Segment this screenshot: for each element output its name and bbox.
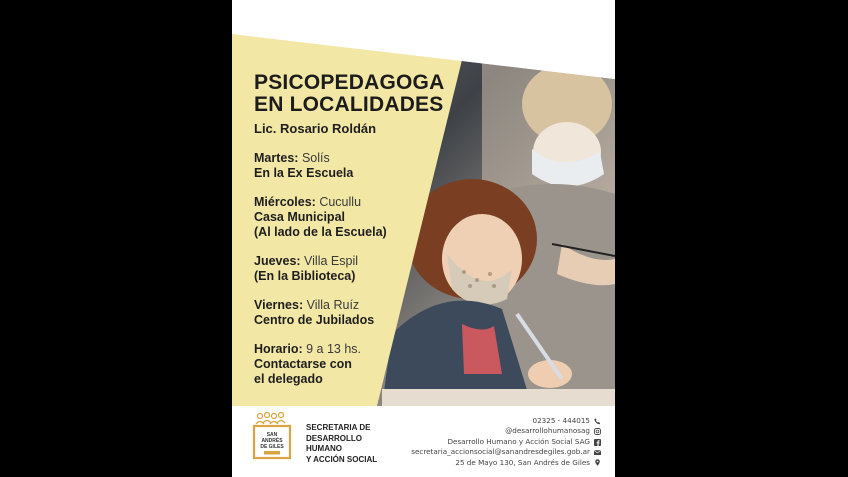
secretaria-line: SECRETARIA DE [306, 423, 371, 432]
schedule-viernes [254, 298, 374, 328]
phone-number: 02325 - 444015 [532, 416, 590, 425]
contact-email [411, 447, 601, 457]
hours-label: Horario: [254, 342, 303, 356]
facebook-icon [594, 439, 601, 446]
location-pin-icon [594, 459, 601, 466]
schedule-hours [254, 342, 361, 386]
logo-text-degiles: DE GILES [260, 444, 284, 450]
secretaria-logo [252, 412, 294, 462]
hours-detail: Contactarse con [254, 356, 352, 371]
secretaria-name [306, 423, 377, 465]
secretaria-line: HUMANO [306, 444, 342, 453]
title-line-2: EN LOCALIDADES [254, 93, 444, 116]
place-name: Villa Espil [304, 254, 359, 268]
place-name: Cucullu [319, 195, 362, 209]
street-address: 25 de Mayo 130, San Andrés de Giles [455, 457, 590, 467]
page-title [254, 72, 444, 116]
day-label: Viernes: [254, 298, 304, 312]
place-detail: Casa Municipal [254, 209, 345, 224]
place-name: Villa Ruíz [306, 298, 360, 312]
secretaria-line: Y ACCIÓN SOCIAL [306, 454, 378, 464]
facebook-account: Desarrollo Humano y Acción Social SAG [447, 436, 590, 446]
contact-info [411, 416, 601, 468]
hours-value: 9 a 13 hs. [306, 342, 362, 356]
contact-address [411, 458, 601, 468]
contact-phone [411, 416, 601, 426]
place-detail: En la Ex Escuela [254, 165, 354, 180]
contact-facebook [411, 437, 601, 447]
place-detail: (Al lado de la Escuela) [254, 224, 387, 239]
contact-instagram [411, 426, 601, 436]
title-line-1: PSICOPEDAGOGA [254, 71, 445, 94]
day-label: Martes: [254, 151, 299, 165]
schedule-jueves [254, 254, 358, 284]
instagram-account: @desarrollohumanosag [505, 426, 590, 436]
flyer-poster [232, 0, 615, 477]
schedule-miercoles [254, 195, 387, 239]
hours-detail: el delegado [254, 371, 323, 386]
footer [232, 406, 615, 477]
day-label: Miércoles: [254, 195, 316, 209]
email-icon [594, 449, 601, 456]
place-detail: Centro de Jubilados [254, 312, 375, 327]
professional-name: Lic. Rosario Roldán [254, 121, 377, 136]
place-name: Solís [301, 151, 330, 165]
logo-text-andres: ANDRÉS [261, 438, 283, 444]
place-detail: (En la Biblioteca) [254, 268, 356, 283]
day-label: Jueves: [254, 254, 301, 268]
secretaria-line: DESARROLLO [306, 433, 362, 443]
schedule-martes [254, 151, 353, 181]
phone-icon [594, 418, 601, 425]
instagram-icon [594, 428, 601, 435]
logo-text-san: SAN [266, 432, 278, 438]
email-address: secretaria_accionsocial@sanandresdegiles.gob.ar [411, 447, 590, 457]
